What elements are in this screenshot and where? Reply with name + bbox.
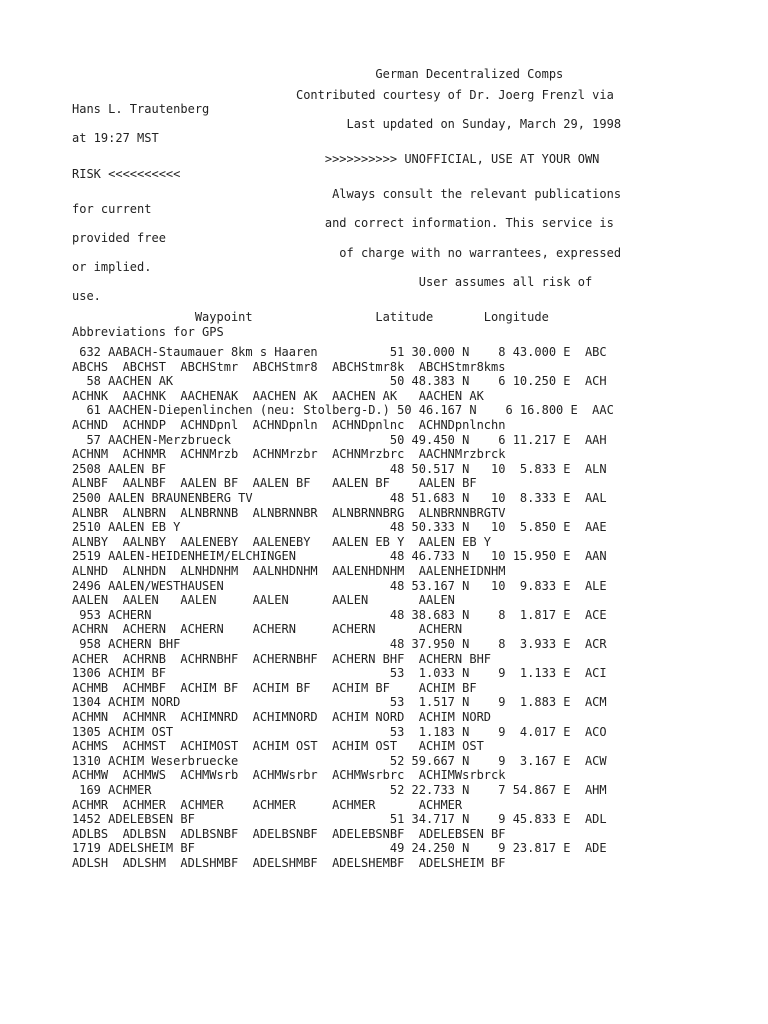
abbreviations-line: ALNBY AALNBY AALENEBY AALENEBY AALEN EB Y AALEN EB Y bbox=[72, 534, 492, 549]
header-line: for current bbox=[72, 201, 152, 216]
waypoint-line: 169 ACHMER 52 22.733 N 7 54.867 E AHM bbox=[72, 782, 607, 797]
waypoint-record bbox=[72, 608, 712, 637]
waypoint-record bbox=[72, 666, 712, 695]
header-line: Hans L. Trautenberg bbox=[72, 102, 210, 117]
column-header-line: Abbreviations for GPS bbox=[72, 324, 224, 339]
header-line: Contributed courtesy of Dr. Joerg Frenzl via bbox=[72, 87, 614, 102]
abbreviations-line: ALNHD ALNHDN ALNHDNHM AALNHDNHM AALENHDNHM AALENHEIDNHM bbox=[72, 564, 506, 578]
waypoint-line: 1305 ACHIM OST 53 1.183 N 9 4.017 E ACO bbox=[72, 724, 607, 739]
abbreviations-line: ACHND ACHNDP ACHNDpnl ACHNDpnln ACHNDpnlnc ACHNDpnlnchn bbox=[72, 418, 506, 433]
waypoint-record bbox=[72, 579, 712, 608]
waypoint-line: 953 ACHERN 48 38.683 N 8 1.817 E ACE bbox=[72, 607, 607, 622]
waypoint-line: 2510 AALEN EB Y 48 50.333 N 10 5.850 E AAE bbox=[72, 520, 607, 535]
waypoint-line: 1719 ADELSHEIM BF 49 24.250 N 9 23.817 E ADE bbox=[72, 841, 607, 856]
header-line: Last updated on Sunday, March 29, 1998 bbox=[72, 116, 622, 131]
header-line: RISK <<<<<<<<<< bbox=[72, 166, 181, 181]
abbreviations-line: ALNBF AALNBF AALEN BF AALEN BF AALEN BF AALEN BF bbox=[72, 476, 477, 491]
abbreviations-line: ACHMR ACHMER ACHMER ACHMER ACHMER ACHMER bbox=[72, 797, 463, 812]
waypoint-record bbox=[72, 345, 712, 374]
waypoint-record bbox=[72, 374, 712, 403]
abbreviations-line: ACHMN ACHMNR ACHIMNRD ACHIMNORD ACHIM NORD ACHIM NORD bbox=[72, 709, 492, 724]
abbreviations-line: ACHRN ACHERN ACHERN ACHERN ACHERN ACHERN bbox=[72, 622, 463, 637]
header-line: provided free bbox=[72, 230, 166, 245]
abbreviations-line: ACHNM ACHNMR ACHNMrzb ACHNMrzbr ACHNMrzbrc AACHNMrzbrck bbox=[72, 447, 506, 462]
waypoint-line: 57 AACHEN-Merzbrueck 50 49.450 N 6 11.217 E AAH bbox=[72, 432, 607, 447]
waypoint-line: 1306 ACHIM BF 53 1.033 N 9 1.133 E ACI bbox=[72, 666, 607, 681]
abbreviations-line: ACHER ACHRNB ACHRNBHF ACHERNBHF ACHERN BHF ACHERN BHF bbox=[72, 651, 492, 666]
abbreviations-line: ALNBR ALNBRN ALNBRNNB ALNBRNNBR ALNBRNNBRG ALNBRNNBRGTV bbox=[72, 505, 506, 520]
abbreviations-line: ADLSH ADLSHM ADLSHMBF ADELSHMBF ADELSHEMBF ADELSHEIM BF bbox=[72, 855, 506, 870]
header-line: or implied. bbox=[72, 260, 152, 275]
header-line: >>>>>>>>>> UNOFFICIAL, USE AT YOUR OWN bbox=[72, 151, 600, 166]
abbreviations-line: ABCHS ABCHST ABCHStmr ABCHStmr8 ABCHStmr8k ABCHStmr8kms bbox=[72, 359, 506, 374]
waypoint-record bbox=[72, 637, 712, 666]
waypoint-line: 2508 AALEN BF 48 50.517 N 10 5.833 E ALN bbox=[72, 461, 607, 476]
header-line: of charge with no warrantees, expressed bbox=[72, 245, 622, 260]
waypoint-record bbox=[72, 462, 712, 491]
abbreviations-line: ACHNK AACHNK AACHENAK AACHEN AK AACHEN AK AACHEN AK bbox=[72, 388, 484, 403]
waypoint-line: 61 AACHEN-Diepenlinchen (neu: Stolberg-D.) 50 46.167 N 6 16.800 E AAC bbox=[72, 403, 614, 418]
abbreviations-line: ACHMB ACHMBF ACHIM BF ACHIM BF ACHIM BF ACHIM BF bbox=[72, 680, 477, 695]
waypoint-line: 2500 AALEN BRAUNENBERG TV 48 51.683 N 10 8.333 E AAL bbox=[72, 491, 607, 506]
waypoint-line: 2519 AALEN-HEIDENHEIM/ELCHINGEN 48 46.733 N 10 15.950 E AAN bbox=[72, 549, 607, 564]
header-line: German Decentralized Comps bbox=[72, 67, 564, 81]
waypoint-record bbox=[72, 841, 712, 870]
waypoint-record bbox=[72, 754, 712, 783]
waypoint-line: 1452 ADELEBSEN BF 51 34.717 N 9 45.833 E ADL bbox=[72, 812, 607, 827]
waypoint-line: 632 AABACH-Staumauer 8km s Haaren 51 30.000 N 8 43.000 E ABC bbox=[72, 345, 607, 360]
waypoint-record bbox=[72, 812, 712, 841]
waypoint-records bbox=[72, 345, 712, 870]
waypoint-line: 58 AACHEN AK 50 48.383 N 6 10.250 E ACH bbox=[72, 374, 607, 389]
document-body bbox=[72, 67, 712, 870]
waypoint-line: 958 ACHERN BHF 48 37.950 N 8 3.933 E ACR bbox=[72, 636, 607, 651]
waypoint-record bbox=[72, 491, 712, 520]
header-line: and correct information. This service is bbox=[72, 216, 614, 231]
header-line: use. bbox=[72, 289, 101, 304]
waypoint-line: 1304 ACHIM NORD 53 1.517 N 9 1.883 E ACM bbox=[72, 695, 607, 710]
abbreviations-line: ACHMS ACHMST ACHIMOST ACHIM OST ACHIM OST ACHIM OST bbox=[72, 739, 484, 754]
waypoint-record bbox=[72, 433, 712, 462]
column-header-line: Waypoint Latitude Longitude bbox=[72, 309, 549, 324]
abbreviations-line: ACHMW ACHMWS ACHMWsrb ACHMWsrbr ACHMWsrbrc ACHIMWsrbrck bbox=[72, 768, 506, 783]
waypoint-record bbox=[72, 403, 712, 432]
waypoint-line: 2496 AALEN/WESTHAUSEN 48 53.167 N 10 9.833 E ALE bbox=[72, 578, 607, 593]
waypoint-record bbox=[72, 549, 712, 578]
waypoint-record bbox=[72, 695, 712, 724]
document-header bbox=[72, 67, 712, 345]
waypoint-record bbox=[72, 783, 712, 812]
abbreviations-line: AALEN AALEN AALEN AALEN AALEN AALEN bbox=[72, 593, 455, 608]
abbreviations-line: ADLBS ADLBSN ADLBSNBF ADELBSNBF ADELEBSNBF ADELEBSEN BF bbox=[72, 826, 506, 841]
waypoint-line: 1310 ACHIM Weserbruecke 52 59.667 N 9 3.167 E ACW bbox=[72, 753, 607, 768]
header-line: Always consult the relevant publications bbox=[72, 187, 622, 202]
waypoint-record bbox=[72, 520, 712, 549]
waypoint-record bbox=[72, 725, 712, 754]
header-line: at 19:27 MST bbox=[72, 131, 159, 146]
header-line: User assumes all risk of bbox=[72, 274, 593, 289]
